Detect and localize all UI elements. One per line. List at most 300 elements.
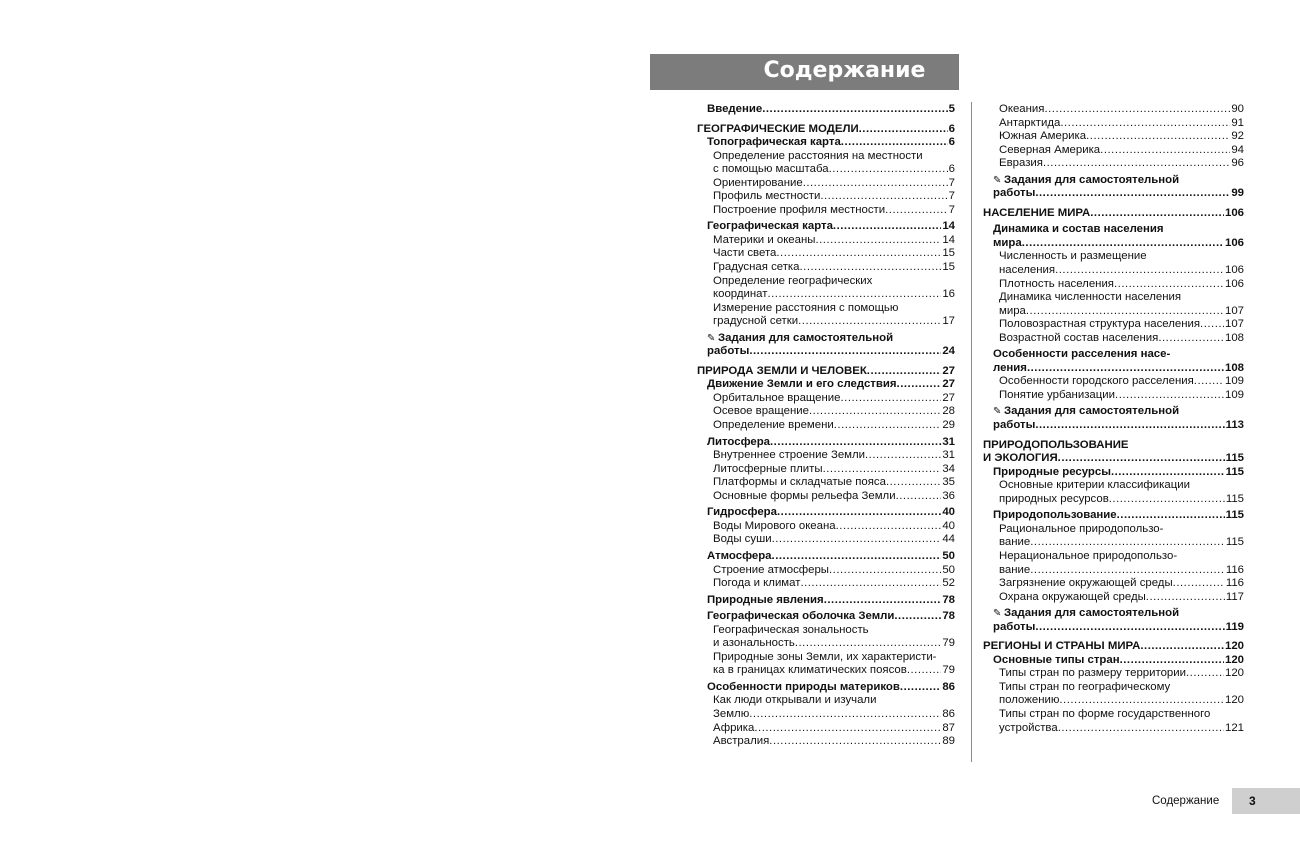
toc-page-number: 28 <box>942 405 955 418</box>
toc-entry <box>697 123 955 137</box>
toc-leader-dots <box>836 520 942 534</box>
toc-entry <box>983 621 1244 635</box>
toc-leader-dots <box>1055 264 1224 278</box>
toc-leader-dots <box>1117 509 1225 523</box>
toc-page-number: 90 <box>1231 103 1244 115</box>
toc-page-number: 6 <box>948 122 955 135</box>
toc-entry <box>697 637 955 651</box>
toc-entry <box>983 318 1244 332</box>
toc-entry-title: Северная Америка <box>999 143 1101 156</box>
toc-page-number: 7 <box>948 176 955 189</box>
toc-leader-dots <box>1035 187 1230 201</box>
toc-leader-dots <box>829 564 941 578</box>
toc-leader-dots <box>776 247 941 261</box>
toc-entry-title: Понятие урбанизации <box>999 388 1116 401</box>
toc-leader-dots <box>1158 332 1224 346</box>
toc-leader-dots <box>1109 493 1225 507</box>
toc-entry-title: ПРИРОДОПОЛЬЗОВАНИЕ <box>983 438 1129 451</box>
toc-leader-dots <box>907 664 942 678</box>
toc-entry-title: Динамика и состав населения <box>993 223 1164 236</box>
toc-page-number: 89 <box>942 735 955 748</box>
toc-entry-title: Основные формы рельефа Земли <box>713 489 896 502</box>
toc-page-number: 107 <box>1224 304 1244 317</box>
toc-entry <box>983 439 1244 453</box>
toc-entry-title: Градусная сетка <box>713 261 800 274</box>
toc-page-number: 35 <box>942 476 955 489</box>
toc-entry-title: Орбитальное вращение <box>713 391 841 404</box>
toc-entry-title: и азональность <box>713 637 795 650</box>
page-title: Содержание <box>763 58 926 83</box>
toc-page-number: 50 <box>942 563 955 576</box>
toc-entry <box>983 523 1244 537</box>
toc-entry-title: Антарктида <box>999 116 1061 129</box>
toc-entry <box>697 463 955 477</box>
toc-entry <box>697 664 955 678</box>
toc-leader-dots <box>762 103 947 117</box>
toc-entry <box>983 681 1244 695</box>
toc-entry-title: Южная Америка <box>999 130 1087 143</box>
toc-entry-title: Типы стран по размеру территории <box>999 667 1186 680</box>
toc-entry <box>697 681 955 695</box>
toc-entry-title: Типы стран по географическому <box>999 680 1171 693</box>
toc-leader-dots <box>820 190 947 204</box>
toc-leader-dots <box>770 436 941 450</box>
toc-page-number: 44 <box>942 533 955 546</box>
toc-page-number: 29 <box>942 419 955 432</box>
toc-leader-dots <box>777 506 941 520</box>
toc-entry <box>983 479 1244 493</box>
toc-entry-title: Охрана окружающей среды <box>999 590 1146 603</box>
toc-entry <box>983 250 1244 264</box>
toc-page-number: 94 <box>1231 143 1244 156</box>
toc-entry <box>983 405 1244 419</box>
toc-leader-dots <box>1030 564 1225 578</box>
toc-entry-title: населения <box>999 264 1056 277</box>
toc-entry-title: Внутреннее строение Земли <box>713 449 866 462</box>
toc-entry-title: Задания для самостоятельной <box>1004 607 1180 620</box>
toc-entry <box>697 506 955 520</box>
toc-entry <box>697 436 955 450</box>
toc-leader-dots <box>749 345 941 359</box>
toc-leader-dots <box>859 123 948 137</box>
toc-leader-dots <box>772 550 942 564</box>
column-divider <box>971 102 972 762</box>
toc-entry <box>983 264 1244 278</box>
toc-entry <box>697 520 955 534</box>
toc-page-number: 24 <box>942 345 955 358</box>
toc-leader-dots <box>767 288 941 302</box>
toc-page-number: 79 <box>942 637 955 650</box>
pencil-icon: ✎ <box>993 608 1002 620</box>
toc-entry-title: устройства <box>999 721 1058 734</box>
toc-entry-title: Профиль местности <box>713 190 821 203</box>
toc-page-number: 52 <box>942 577 955 590</box>
toc-page-number: 116 <box>1225 563 1244 576</box>
toc-page-number: 107 <box>1224 318 1244 331</box>
toc-leader-dots <box>1140 640 1224 654</box>
toc-page-number: 27 <box>942 391 955 404</box>
toc-entry-title: Задания для самостоятельной <box>1004 405 1180 418</box>
toc-entry-title: Строение атмосферы <box>713 563 829 576</box>
toc-page-number: 14 <box>942 220 955 233</box>
toc-entry <box>697 708 955 722</box>
toc-entry <box>697 405 955 419</box>
toc-leader-dots <box>1026 305 1224 319</box>
toc-entry-title: Задания для самостоятельной <box>718 331 894 344</box>
toc-leader-dots <box>800 261 942 275</box>
toc-leader-dots <box>1059 694 1224 708</box>
toc-entry-title: Ориентирование <box>713 176 803 189</box>
toc-entry <box>697 610 955 624</box>
toc-entry <box>697 577 955 591</box>
toc-entry-title: природных ресурсов <box>999 492 1109 505</box>
toc-entry-title: Численность и размещение <box>999 250 1147 263</box>
toc-entry <box>983 577 1244 591</box>
pencil-icon: ✎ <box>707 332 716 344</box>
toc-entry-title: Платформы и складчатые пояса <box>713 476 886 489</box>
toc-column-left <box>697 103 955 749</box>
toc-leader-dots <box>824 594 942 608</box>
toc-entry-title: с помощью масштаба <box>713 163 829 176</box>
toc-page-number: 116 <box>1225 577 1244 590</box>
toc-entry <box>983 607 1244 621</box>
toc-entry-title: градусной сетки <box>713 315 799 328</box>
toc-entry-title: Плотность населения <box>999 277 1114 290</box>
toc-entry <box>983 332 1244 346</box>
toc-page-number: 96 <box>1231 157 1244 170</box>
toc-page-number: 15 <box>942 261 955 274</box>
toc-entry <box>697 564 955 578</box>
toc-entry <box>697 365 955 379</box>
toc-entry <box>983 278 1244 292</box>
toc-entry-title: Материки и океаны <box>713 233 816 246</box>
toc-entry <box>697 288 955 302</box>
toc-leader-dots <box>834 419 942 433</box>
toc-leader-dots <box>1058 722 1224 736</box>
toc-page-number: 120 <box>1224 653 1244 666</box>
toc-entry <box>983 536 1244 550</box>
toc-entry <box>983 223 1244 237</box>
contents-title-bar <box>650 54 959 90</box>
toc-entry <box>983 654 1244 668</box>
toc-entry <box>983 117 1244 131</box>
toc-page-number: 109 <box>1224 375 1244 388</box>
pencil-icon: ✎ <box>993 174 1002 186</box>
toc-page-number: 36 <box>942 489 955 502</box>
toc-leader-dots <box>800 577 941 591</box>
toc-entry <box>697 150 955 164</box>
toc-page-number: 34 <box>942 462 955 475</box>
toc-entry-title: Особенности расселения насе- <box>993 348 1171 361</box>
toc-entry-title: Природные ресурсы <box>993 465 1111 478</box>
toc-entry <box>697 378 955 392</box>
toc-leader-dots <box>803 177 948 191</box>
toc-page-number: 106 <box>1224 264 1244 277</box>
toc-leader-dots <box>798 315 941 329</box>
toc-entry-title: Географическая карта <box>707 220 833 233</box>
toc-page-number: 108 <box>1224 361 1244 374</box>
toc-entry <box>983 305 1244 319</box>
toc-entry <box>983 694 1244 708</box>
toc-page-number: 86 <box>942 707 955 720</box>
toc-entry <box>697 694 955 708</box>
toc-entry <box>983 667 1244 681</box>
toc-leader-dots <box>754 722 941 736</box>
toc-entry-title: Половозрастная структура населения <box>999 318 1201 331</box>
toc-entry <box>983 722 1244 736</box>
toc-entry-title: РЕГИОНЫ И СТРАНЫ МИРА <box>983 640 1141 653</box>
toc-entry <box>983 708 1244 722</box>
toc-entry <box>983 130 1244 144</box>
toc-leader-dots <box>1060 117 1230 131</box>
toc-entry <box>697 490 955 504</box>
toc-leader-dots <box>809 405 941 419</box>
toc-page-number: 15 <box>942 247 955 260</box>
toc-leader-dots <box>841 136 948 150</box>
toc-page-number: 6 <box>948 136 955 149</box>
toc-entry-title: Возрастной состав населения <box>999 331 1159 344</box>
toc-page-number: 27 <box>942 378 955 391</box>
toc-leader-dots <box>1100 144 1230 158</box>
toc-entry-title: Нерациональное природопользо- <box>999 549 1178 562</box>
toc-entry <box>697 315 955 329</box>
toc-entry-title: вание <box>999 563 1031 576</box>
toc-leader-dots <box>1194 375 1224 389</box>
toc-column-right <box>983 103 1244 735</box>
toc-entry <box>697 247 955 261</box>
page-number-box <box>1232 788 1300 814</box>
toc-entry <box>983 237 1244 251</box>
toc-leader-dots <box>1035 419 1224 433</box>
toc-entry-title: работы <box>707 345 750 358</box>
toc-leader-dots <box>829 163 948 177</box>
toc-page-number: 115 <box>1225 492 1244 505</box>
toc-leader-dots <box>1146 591 1225 605</box>
toc-page-number: 40 <box>942 506 955 519</box>
toc-leader-dots <box>1043 157 1230 171</box>
toc-entry-title: координат <box>713 288 768 301</box>
toc-leader-dots <box>841 392 942 406</box>
toc-leader-dots <box>1173 577 1225 591</box>
toc-entry-title: Как люди открывали и изучали <box>713 694 877 707</box>
toc-entry-title: Особенности природы материков <box>707 680 900 693</box>
toc-entry-title: мира <box>999 304 1026 317</box>
toc-page-number: 115 <box>1225 509 1244 522</box>
toc-page-number: 119 <box>1225 620 1244 633</box>
toc-leader-dots <box>1111 466 1225 480</box>
toc-page-number: 40 <box>942 519 955 532</box>
toc-page-number: 78 <box>942 610 955 623</box>
toc-entry-title: Землю <box>713 707 750 720</box>
toc-leader-dots <box>769 735 941 749</box>
toc-entry-title: ПРИРОДА ЗЕМЛИ И ЧЕЛОВЕК <box>697 364 867 377</box>
toc-entry-title: Погода и климат <box>713 577 801 590</box>
toc-entry-title: Природные явления <box>707 593 824 606</box>
toc-page-number: 31 <box>942 435 955 448</box>
toc-entry-title: Воды суши <box>713 533 772 546</box>
toc-entry <box>983 466 1244 480</box>
toc-entry <box>697 234 955 248</box>
toc-entry <box>697 136 955 150</box>
toc-leader-dots <box>897 378 942 392</box>
toc-entry <box>697 550 955 564</box>
toc-entry <box>697 594 955 608</box>
toc-entry-title: Географическая оболочка Земли <box>707 610 895 623</box>
toc-entry <box>697 163 955 177</box>
toc-entry-title: ления <box>993 361 1027 374</box>
toc-entry <box>697 345 955 359</box>
toc-leader-dots <box>1115 389 1224 403</box>
toc-entry <box>983 144 1244 158</box>
footer-section-label: Содержание <box>1152 795 1220 807</box>
toc-leader-dots <box>1030 536 1225 550</box>
toc-entry <box>697 476 955 490</box>
toc-entry-title: Части света <box>713 247 777 260</box>
toc-page-number: 50 <box>942 549 955 562</box>
toc-entry-title: Особенности городского расселения <box>999 375 1194 388</box>
toc-entry <box>697 190 955 204</box>
toc-entry-title: Литосфера <box>707 435 771 448</box>
toc-leader-dots <box>865 449 941 463</box>
toc-entry-title: Введение <box>707 103 763 115</box>
toc-entry-title: Топографическая карта <box>707 136 841 149</box>
toc-entry-title: работы <box>993 187 1036 200</box>
toc-entry-title: Определение расстояния на местности <box>713 149 923 162</box>
toc-leader-dots <box>896 490 942 504</box>
toc-page-number: 91 <box>1231 116 1244 129</box>
toc-entry <box>697 275 955 289</box>
page-number: 3 <box>1249 794 1256 808</box>
toc-leader-dots <box>1035 621 1224 635</box>
toc-entry <box>697 651 955 665</box>
toc-entry <box>983 174 1244 188</box>
toc-entry-title: Построение профиля местности <box>713 203 886 216</box>
toc-page-number: 92 <box>1231 130 1244 143</box>
toc-leader-dots <box>1058 452 1225 466</box>
toc-entry <box>983 103 1244 117</box>
toc-leader-dots <box>1027 362 1224 376</box>
toc-entry-title: Евразия <box>999 157 1043 170</box>
toc-page-number: 7 <box>948 203 955 216</box>
toc-entry-title: Основные типы стран <box>993 653 1120 666</box>
toc-entry-title: Австралия <box>713 735 770 748</box>
toc-entry-title: Основные критерии классификации <box>999 479 1190 492</box>
toc-entry <box>983 640 1244 654</box>
toc-leader-dots <box>886 476 941 490</box>
toc-leader-dots <box>1044 103 1230 117</box>
toc-entry <box>983 157 1244 171</box>
toc-entry-title: работы <box>993 419 1036 432</box>
toc-leader-dots <box>894 610 941 624</box>
toc-page-number: 120 <box>1224 667 1244 680</box>
toc-entry <box>983 564 1244 578</box>
toc-entry <box>697 624 955 638</box>
toc-leader-dots <box>1090 207 1224 221</box>
toc-entry <box>697 302 955 316</box>
toc-leader-dots <box>1200 318 1224 332</box>
toc-leader-dots <box>1186 667 1224 681</box>
toc-page-number: 7 <box>948 190 955 203</box>
toc-entry <box>697 419 955 433</box>
toc-entry-title: Загрязнение окружающей среды <box>999 577 1173 590</box>
toc-entry <box>697 220 955 234</box>
toc-entry <box>697 533 955 547</box>
toc-entry <box>697 722 955 736</box>
toc-page-number: 16 <box>942 288 955 301</box>
toc-page-number: 120 <box>1224 694 1244 707</box>
toc-page-number: 14 <box>942 233 955 246</box>
toc-page-number: 108 <box>1224 331 1244 344</box>
toc-entry <box>983 389 1244 403</box>
toc-entry <box>983 362 1244 376</box>
toc-leader-dots <box>772 533 942 547</box>
toc-leader-dots <box>795 637 941 651</box>
pencil-icon: ✎ <box>993 406 1002 418</box>
toc-page-number: 87 <box>942 721 955 734</box>
toc-page-number: 115 <box>1225 536 1244 549</box>
toc-entry-title: Динамика численности населения <box>999 291 1182 304</box>
toc-page-number: 120 <box>1224 640 1244 653</box>
toc-entry-title: вание <box>999 536 1031 549</box>
toc-page-number: 99 <box>1231 187 1244 200</box>
toc-leader-dots <box>900 681 941 695</box>
toc-page-number: 115 <box>1225 452 1244 465</box>
toc-entry-title: Типы стран по форме государственного <box>999 707 1211 720</box>
toc-leader-dots <box>1114 278 1224 292</box>
toc-entry <box>983 591 1244 605</box>
toc-entry-title: Природные зоны Земли, их характеристи- <box>713 650 937 663</box>
toc-entry-title: Природопользование <box>993 509 1117 522</box>
toc-entry <box>697 261 955 275</box>
toc-entry <box>983 207 1244 221</box>
toc-entry-title: Определение времени <box>713 419 834 432</box>
toc-entry <box>983 550 1244 564</box>
toc-entry-title: Движение Земли и его следствия <box>707 378 897 391</box>
toc-leader-dots <box>833 220 941 234</box>
toc-page-number: 106 <box>1224 206 1244 219</box>
toc-page-number: 79 <box>942 664 955 677</box>
toc-page-number: 6 <box>948 163 955 176</box>
toc-leader-dots <box>885 204 948 218</box>
toc-entry-title: положению <box>999 694 1060 707</box>
toc-entry <box>983 187 1244 201</box>
toc-page-number: 27 <box>942 364 955 377</box>
toc-page-number: 117 <box>1225 590 1244 603</box>
toc-entry-title: мира <box>993 236 1022 249</box>
toc-page-number: 17 <box>942 315 955 328</box>
toc-entry <box>983 348 1244 362</box>
toc-entry-title: Задания для самостоятельной <box>1004 173 1180 186</box>
toc-page-number: 109 <box>1224 388 1244 401</box>
toc-page-number: 106 <box>1224 236 1244 249</box>
toc-entry <box>697 392 955 406</box>
toc-entry <box>983 493 1244 507</box>
toc-entry-title: НАСЕЛЕНИЕ МИРА <box>983 206 1091 219</box>
toc-page-number: 31 <box>942 449 955 462</box>
toc-page-number: 5 <box>948 103 955 115</box>
toc-entry-title: ГЕОГРАФИЧЕСКИЕ МОДЕЛИ <box>697 122 859 135</box>
toc-entry-title: Океания <box>999 103 1045 115</box>
toc-entry <box>983 375 1244 389</box>
toc-page-number: 86 <box>942 680 955 693</box>
toc-leader-dots <box>1022 237 1224 251</box>
toc-leader-dots <box>749 708 941 722</box>
toc-entry <box>697 332 955 346</box>
toc-leader-dots <box>1086 130 1230 144</box>
toc-page-number: 106 <box>1224 277 1244 290</box>
toc-entry-title: Воды Мирового океана <box>713 519 836 532</box>
toc-entry-title: Определение географических <box>713 274 873 287</box>
